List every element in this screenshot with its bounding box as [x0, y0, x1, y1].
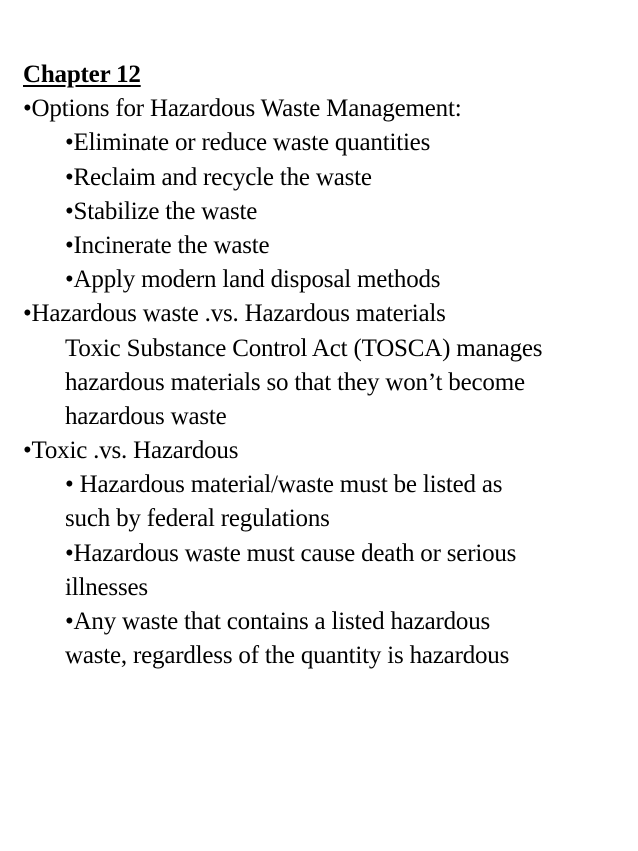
document-content: [23, 58, 628, 673]
sub-bullet-stabilize: •Stabilize the waste: [65, 197, 258, 225]
sub-bullet-any-waste-line-1: •Any waste that contains a listed hazardous: [65, 608, 491, 635]
chapter-title: Chapter 12: [23, 61, 141, 88]
sub-bullet-land-disposal: •Apply modern land disposal methods: [65, 266, 441, 294]
tosca-text-line-1: Toxic Substance Control Act (TOSCA) manages: [65, 334, 543, 362]
sub-bullet-any-waste-line-2: waste, regardless of the quantity is hazardous: [65, 642, 510, 670]
bullet-toxic-vs-hazardous: •Toxic .vs. Hazardous: [23, 437, 239, 465]
sub-bullet-incinerate: •Incinerate the waste: [65, 231, 270, 259]
tosca-text-line-2: hazardous materials so that they won’t become: [65, 368, 525, 396]
bullet-options-heading: •Options for Hazardous Waste Management:: [23, 95, 462, 123]
sub-bullet-eliminate: •Eliminate or reduce waste quantities: [65, 129, 431, 157]
sub-bullet-death-line-1: •Hazardous waste must cause death or serious: [65, 539, 517, 567]
sub-bullet-listed-line-1: • Hazardous material/waste must be listed as: [65, 471, 503, 499]
tosca-text-line-3: hazardous waste: [65, 402, 227, 430]
bullet-waste-vs-materials: •Hazardous waste .vs. Hazardous materials: [23, 300, 446, 328]
sub-bullet-listed-line-2: such by federal regulations: [65, 505, 330, 533]
sub-bullet-death-line-2: illnesses: [65, 573, 148, 601]
sub-bullet-reclaim: •Reclaim and recycle the waste: [65, 163, 372, 191]
